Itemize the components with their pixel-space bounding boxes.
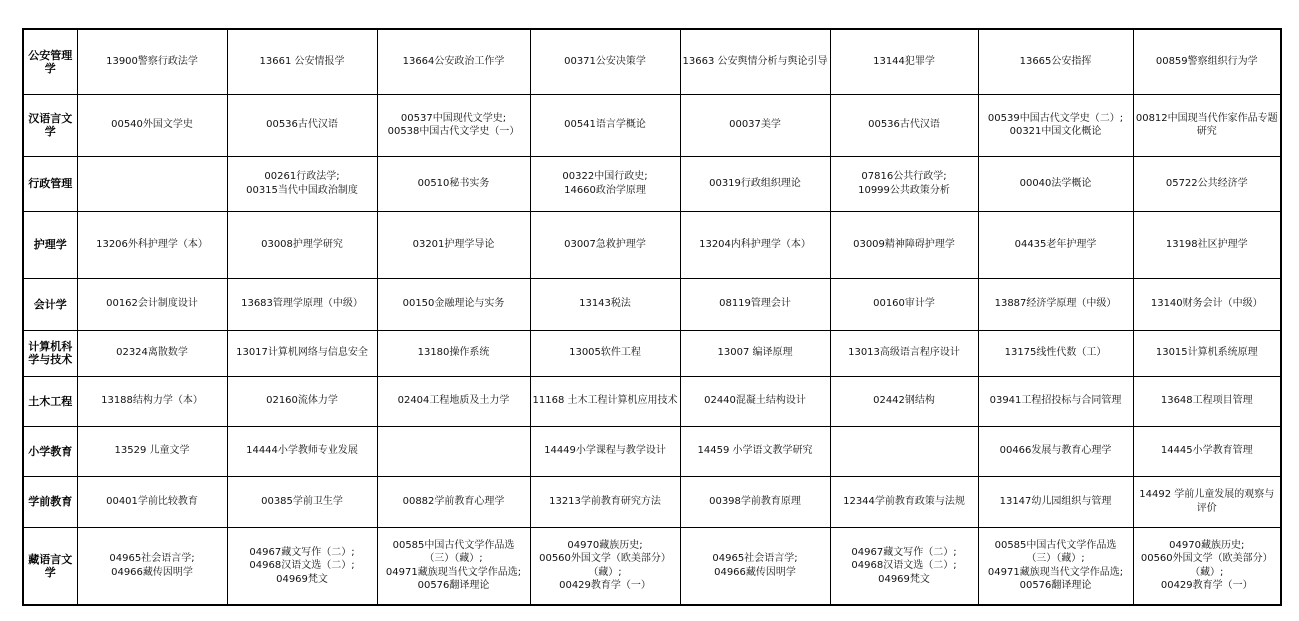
table-body <box>23 29 1281 605</box>
course-line: 03009精神障碍护理学 <box>853 238 955 250</box>
course-line: 04971藏族现当代文学作品选; <box>987 566 1124 578</box>
course-line: 10999公共政策分析 <box>858 184 950 196</box>
course-cell <box>530 527 680 605</box>
course-cell <box>377 211 530 278</box>
row-header-subject: 计算机科学与技术 <box>23 330 77 376</box>
course-line: 13007 编译原理 <box>717 347 793 359</box>
course-cell <box>1133 211 1281 278</box>
course-cell <box>978 330 1133 376</box>
course-cell <box>530 29 680 94</box>
course-cell <box>1133 29 1281 94</box>
table-row <box>23 278 1281 330</box>
table-row <box>23 426 1281 476</box>
course-line: 04966藏传因明学 <box>111 566 193 578</box>
course-cell <box>830 476 978 527</box>
course-line: 14459 小学语文教学研究 <box>697 445 813 457</box>
course-line: 13188结构力学（本） <box>101 395 203 407</box>
course-line: 00162会计制度设计 <box>106 298 198 310</box>
course-line: 00538中国古代文学史（一） <box>387 126 520 137</box>
course-cell <box>77 330 227 376</box>
course-cell <box>227 156 377 211</box>
course-cell <box>77 211 227 278</box>
course-line: 04968汉语文选（二）; <box>851 560 957 571</box>
table-row <box>23 156 1281 211</box>
course-line: 03008护理学研究 <box>261 238 343 250</box>
exam-schedule-table <box>22 28 1282 606</box>
course-cell <box>830 278 978 330</box>
course-line: 04969梵文 <box>276 573 328 585</box>
course-cell <box>377 156 530 211</box>
course-cell <box>377 376 530 426</box>
course-cell <box>227 476 377 527</box>
course-cell <box>830 376 978 426</box>
course-line: 03007急救护理学 <box>564 238 646 250</box>
row-header-subject: 藏语言文学 <box>23 527 77 605</box>
course-line: 00385学前卫生学 <box>261 495 343 507</box>
course-line: 04967藏文写作（二）; <box>851 546 957 558</box>
course-line: 00371公安决策学 <box>564 56 646 67</box>
course-line: 00540外国文学史 <box>111 119 193 131</box>
course-cell <box>680 156 830 211</box>
course-line: 00576翻译理论 <box>417 580 490 592</box>
course-cell <box>1133 94 1281 156</box>
course-line: 05722公共经济学 <box>1165 177 1248 189</box>
course-cell <box>1133 330 1281 376</box>
course-line: 11168 土木工程计算机应用技术 <box>532 395 678 407</box>
course-line: 14445小学教育管理 <box>1160 445 1253 457</box>
course-line: 00401学前比较教育 <box>106 495 198 507</box>
course-cell <box>680 426 830 476</box>
course-line: 13140财务会计（中级） <box>1150 298 1263 310</box>
course-line: 14444小学教师专业发展 <box>246 445 358 457</box>
course-cell <box>530 156 680 211</box>
course-line: 13144犯罪学 <box>873 56 935 67</box>
course-line: 04971藏族现当代文学作品选; <box>385 566 522 578</box>
course-cell <box>377 426 530 476</box>
course-cell <box>530 278 680 330</box>
course-line: 02442钢结构 <box>873 395 935 407</box>
course-line: 13664公安政治工作学 <box>402 56 505 67</box>
course-cell <box>1133 376 1281 426</box>
course-cell <box>377 94 530 156</box>
course-cell <box>680 376 830 426</box>
course-cell <box>530 94 680 156</box>
course-line: 00585中国古代文学作品选 <box>392 539 515 551</box>
course-line: （三）（藏）; <box>424 553 483 565</box>
course-line: 04970藏族历史; <box>567 539 643 551</box>
row-header-subject: 土木工程 <box>23 376 77 426</box>
course-cell <box>1133 278 1281 330</box>
course-line: 08119管理会计 <box>719 298 791 310</box>
course-line: 00429教育学（一） <box>1160 580 1253 592</box>
course-line: 13180操作系统 <box>417 347 490 359</box>
course-cell <box>830 211 978 278</box>
course-line: 13663 公安舆情分析与舆论引导 <box>682 56 828 67</box>
course-cell <box>77 278 227 330</box>
course-cell <box>830 426 978 476</box>
row-header-subject: 会计学 <box>23 278 77 330</box>
course-line: 00536古代汉语 <box>266 119 338 131</box>
table-row <box>23 29 1281 94</box>
course-cell <box>227 94 377 156</box>
course-line: 04435老年护理学 <box>1014 238 1097 250</box>
table-row <box>23 527 1281 605</box>
course-cell <box>978 211 1133 278</box>
course-cell <box>680 527 830 605</box>
table-row <box>23 376 1281 426</box>
course-line: 13175线性代数（工） <box>1004 347 1107 359</box>
course-cell <box>530 426 680 476</box>
course-cell <box>227 211 377 278</box>
course-line: 04966藏传因明学 <box>714 566 796 578</box>
course-line: 00541语言学概论 <box>564 119 646 131</box>
course-cell <box>1133 476 1281 527</box>
course-line: 13204内科护理学（本） <box>699 238 811 250</box>
course-cell <box>978 29 1133 94</box>
course-cell <box>978 476 1133 527</box>
row-header-subject: 汉语言文学 <box>23 94 77 156</box>
course-line: 00429教育学（一） <box>559 580 651 592</box>
course-line: 13648工程项目管理 <box>1160 395 1253 407</box>
course-cell <box>530 211 680 278</box>
course-cell <box>978 156 1133 211</box>
course-line: 12344学前教育政策与法规 <box>843 495 965 507</box>
course-line: 00882学前教育心理学 <box>402 495 505 507</box>
course-cell <box>77 476 227 527</box>
course-line: 00150金融理论与实务 <box>402 298 505 310</box>
course-line: 13887经济学原理（中级） <box>994 298 1117 310</box>
course-line: 00160审计学 <box>873 298 935 310</box>
course-line: 03941工程招投标与合同管理 <box>989 395 1122 407</box>
course-line: 13005软件工程 <box>569 347 641 359</box>
course-cell <box>1133 426 1281 476</box>
course-line: 00812中国现当代作家作品专题研究 <box>1135 112 1278 137</box>
course-line: 03201护理学导论 <box>412 238 495 250</box>
course-line: 00585中国古代文学作品选 <box>994 539 1117 551</box>
course-cell <box>227 330 377 376</box>
course-line: 04965社会语言学; <box>109 553 195 565</box>
row-header-subject: 护理学 <box>23 211 77 278</box>
row-header-subject: 小学教育 <box>23 426 77 476</box>
course-line: 14660政治学原理 <box>564 184 646 196</box>
course-line: 13661 公安情报学 <box>259 56 345 67</box>
course-line: 04969梵文 <box>878 573 930 585</box>
course-line: 00560外国文学（欧美部分） <box>539 553 671 565</box>
course-line: 13529 儿童文学 <box>114 445 190 457</box>
course-cell <box>978 278 1133 330</box>
course-cell <box>680 278 830 330</box>
course-cell <box>377 476 530 527</box>
course-cell <box>227 278 377 330</box>
course-line: 13665公安指挥 <box>1019 56 1092 67</box>
course-cell <box>830 29 978 94</box>
course-line: 13900警察行政法学 <box>106 56 198 67</box>
course-cell <box>227 527 377 605</box>
course-cell <box>227 426 377 476</box>
course-cell <box>77 527 227 605</box>
table-row <box>23 211 1281 278</box>
course-line: 02404工程地质及土力学 <box>397 395 510 407</box>
course-line: （藏）; <box>1190 566 1224 578</box>
course-line: 00319行政组织理论 <box>709 177 801 189</box>
course-line: 13015计算机系统原理 <box>1155 347 1258 359</box>
course-line: 00539中国古代文学史（二）; <box>987 112 1124 124</box>
course-line: 04968汉语文选（二）; <box>249 560 355 571</box>
course-cell <box>227 376 377 426</box>
row-header-subject: 行政管理 <box>23 156 77 211</box>
course-cell <box>978 94 1133 156</box>
course-line: 13206外科护理学（本） <box>96 238 208 250</box>
course-cell <box>530 476 680 527</box>
course-line: 00261行政法学; <box>264 171 340 182</box>
course-cell <box>978 527 1133 605</box>
course-line: 00322中国行政史; <box>562 171 648 182</box>
course-cell <box>377 278 530 330</box>
course-line: 13143税法 <box>579 298 631 310</box>
course-line: 00576翻译理论 <box>1019 580 1092 592</box>
course-line: 00537中国现代文学史; <box>400 112 507 124</box>
course-line: 13213学前教育研究方法 <box>549 495 661 507</box>
course-line: 13147幼儿园组织与管理 <box>999 495 1112 507</box>
table-row <box>23 330 1281 376</box>
course-line: 00040法学概论 <box>1019 177 1092 189</box>
course-line: 14492 学前儿童发展的观察与评价 <box>1139 489 1275 514</box>
row-header-subject: 学前教育 <box>23 476 77 527</box>
course-line: 13683管理学原理（中级） <box>241 298 363 310</box>
course-cell <box>680 94 830 156</box>
course-cell <box>680 476 830 527</box>
course-cell <box>830 156 978 211</box>
course-cell <box>77 94 227 156</box>
course-cell <box>377 330 530 376</box>
course-cell <box>530 376 680 426</box>
course-line: 00859警察组织行为学 <box>1155 56 1258 67</box>
course-line: 00037美学 <box>729 119 781 131</box>
row-header-subject: 公安管理学 <box>23 29 77 94</box>
course-line: 14449小学课程与教学设计 <box>544 445 666 457</box>
course-cell <box>680 330 830 376</box>
course-cell <box>830 527 978 605</box>
course-cell <box>680 29 830 94</box>
course-cell <box>680 211 830 278</box>
course-cell <box>978 426 1133 476</box>
course-line: 02440混凝土结构设计 <box>704 395 806 407</box>
course-line: 13017计算机网络与信息安全 <box>236 347 368 359</box>
course-line: 02160流体力学 <box>266 395 338 407</box>
course-cell <box>377 29 530 94</box>
course-line: 07816公共行政学; <box>861 171 947 182</box>
course-cell <box>377 527 530 605</box>
course-cell <box>530 330 680 376</box>
course-cell <box>1133 156 1281 211</box>
course-cell <box>77 426 227 476</box>
course-line: 00315当代中国政治制度 <box>246 184 358 196</box>
course-cell <box>77 156 227 211</box>
course-cell <box>830 94 978 156</box>
course-line: 04967藏文写作（二）; <box>249 546 355 558</box>
course-line: 00398学前教育原理 <box>709 495 801 507</box>
table-row <box>23 476 1281 527</box>
course-line: 13198社区护理学 <box>1165 238 1248 250</box>
course-line: 00321中国文化概论 <box>1009 126 1102 137</box>
course-line: （三）（藏）; <box>1026 553 1085 565</box>
course-line: 04965社会语言学; <box>712 553 798 565</box>
course-line: 00466发展与教育心理学 <box>999 445 1112 457</box>
table-row <box>23 94 1281 156</box>
course-cell <box>227 29 377 94</box>
course-line: 04970藏族历史; <box>1169 539 1245 551</box>
course-cell <box>978 376 1133 426</box>
course-line: 02324离散数学 <box>116 347 188 359</box>
exam-schedule-table-container <box>22 28 1282 606</box>
course-cell <box>77 29 227 94</box>
course-line: 00510秘书实务 <box>417 177 490 189</box>
course-line: 13013高级语言程序设计 <box>848 347 960 359</box>
course-cell <box>1133 527 1281 605</box>
course-cell <box>830 330 978 376</box>
course-cell <box>77 376 227 426</box>
course-line: 00536古代汉语 <box>868 119 940 131</box>
course-line: 00560外国文学（欧美部分） <box>1140 553 1273 565</box>
course-line: （藏）; <box>588 566 622 578</box>
